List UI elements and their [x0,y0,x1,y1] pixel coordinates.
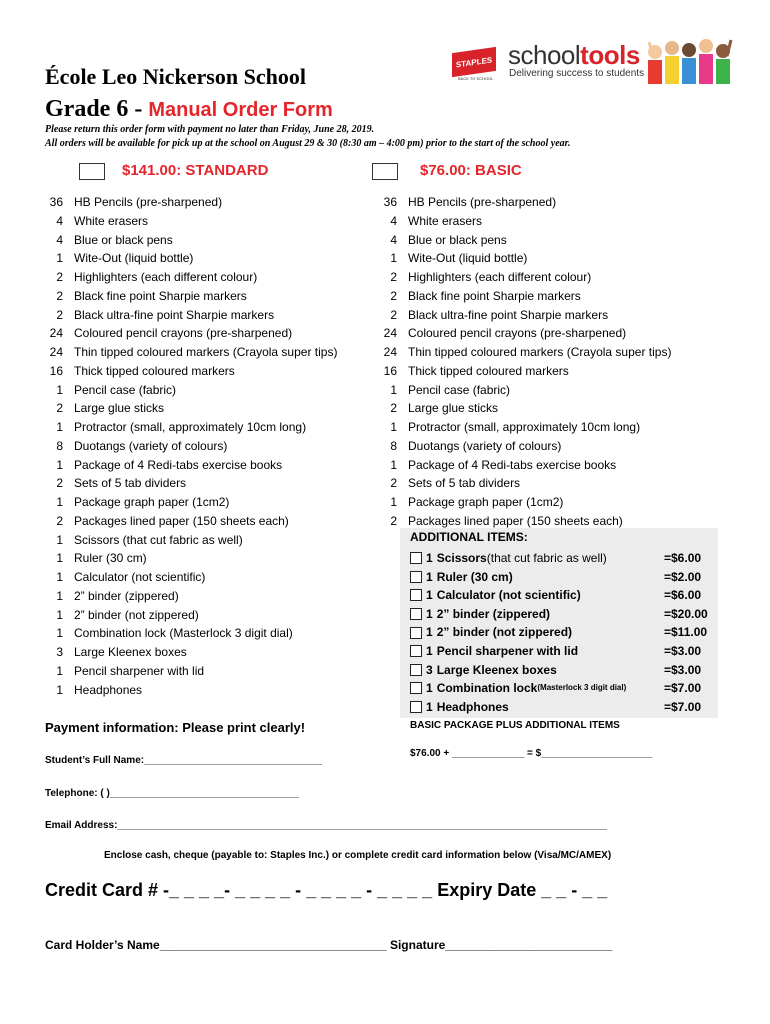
standard-item [45,606,337,625]
additional-item [410,605,626,624]
item-name: Thick tipped coloured markers [74,363,235,378]
basic-package-heading: $76.00: BASIC [420,162,522,179]
item-name: Highlighters (each different colour) [408,270,592,284]
item-quantity: 24 [383,326,397,341]
additional-item [410,661,626,680]
item-quantity: 8 [56,438,63,453]
item-quantity: 24 [49,345,63,359]
standard-item [45,362,337,381]
standard-item [45,493,337,512]
additional-item [410,642,626,661]
item-quantity: 2 [56,270,63,284]
item-quantity: 1 [56,588,63,603]
item-name: Wite-Out (liquid bottle) [74,251,194,266]
item-quantity: 1 [56,682,63,697]
item-name: Combination lock (Masterlock 3 digit dial) [74,626,293,641]
additional-item-checkbox[interactable] [410,589,422,601]
item-quantity: 2 [56,288,63,303]
standard-item [45,381,337,400]
basic-item [379,249,671,268]
item-quantity: 16 [49,363,63,378]
logo-word-school: school [508,40,581,70]
basic-item [379,231,671,250]
standard-item [45,549,337,568]
item-quantity: 3 [426,662,433,677]
item-name: Blue or black pens [408,232,507,247]
item-name: Coloured pencil crayons (pre-sharpened) [408,326,627,341]
basic-item [379,474,671,493]
basic-package-checkbox[interactable] [372,163,398,180]
basic-item [379,381,671,400]
item-name: Package graph paper (1cm2) [74,495,230,509]
item-quantity: 2 [390,401,397,416]
staples-logo-text: STAPLES [455,54,493,70]
item-quantity: 2 [390,476,397,491]
standard-item [45,212,337,231]
item-name: Black fine point Sharpie markers [74,288,247,303]
item-quantity: 1 [56,495,63,509]
item-name: Black ultra-fine point Sharpie markers [74,307,275,322]
standard-item [45,681,337,700]
standard-item [45,456,337,475]
standard-package-heading: $141.00: STANDARD [122,162,269,179]
item-note: (Masterlock 3 digit dial) [537,683,627,693]
item-name: Packages lined paper (150 sheets each) [74,513,289,528]
basic-item [379,418,671,437]
item-quantity: 1 [426,551,433,565]
item-quantity: 36 [49,195,63,209]
additional-item-checkbox[interactable] [410,645,422,657]
logo-word-ls: ls [619,40,640,70]
item-name: Pencil sharpener with lid [436,643,579,658]
item-name: Package of 4 Redi-tabs exercise books [74,457,283,472]
item-name: HB Pencils (pre-sharpened) [74,195,223,209]
item-quantity: 24 [49,326,63,341]
item-quantity: 4 [390,232,397,247]
item-quantity: 1 [426,588,433,603]
item-quantity: 1 [390,251,397,266]
item-name: Highlighters (each different colour) [74,270,258,284]
item-quantity: 1 [56,457,63,472]
item-quantity: 2 [390,513,397,528]
item-quantity: 1 [426,625,433,640]
item-quantity: 8 [390,438,397,453]
basic-item [379,306,671,325]
basic-item [379,493,671,512]
additional-item-checkbox[interactable] [410,682,422,694]
item-name: Large glue sticks [74,401,165,416]
standard-item [45,587,337,606]
item-quantity: 24 [383,345,397,359]
credit-card-field[interactable]: Credit Card # -_ _ _ _- _ _ _ _ - _ _ _ _ - _ _ _ _ Expiry Date _ _ - _ _ [45,880,608,900]
additional-items-list [410,549,626,716]
standard-item [45,231,337,250]
item-quantity: 2 [56,401,63,416]
additional-item-checkbox[interactable] [410,608,422,620]
item-name: Combination lock [436,681,538,696]
basic-item [379,456,671,475]
staples-logo [452,47,496,77]
item-name: Ruler (30 cm) [436,569,513,584]
basic-plus-label: BASIC PACKAGE PLUS ADDITIONAL ITEMS [410,720,620,731]
item-name: Pencil sharpener with lid [74,663,205,678]
item-quantity: 4 [56,232,63,247]
item-name: Black ultra-fine point Sharpie markers [408,307,609,322]
item-quantity: 1 [56,663,63,678]
additional-items-title: ADDITIONAL ITEMS: [410,530,528,544]
standard-item [45,662,337,681]
item-quantity: 2 [56,307,63,322]
standard-item [45,568,337,587]
additional-item [410,623,626,642]
item-quantity: 1 [390,457,397,472]
item-name: Duotangs (variety of colours) [408,438,562,453]
pickup-notice: All orders will be available for pick up at the school on August 29 & 30 (8:30 am – 4:00 pm) prior to the start of the school year. [45,138,571,149]
additional-item [410,698,626,717]
item-quantity: 36 [383,195,397,209]
standard-item [45,193,337,212]
standard-item [45,306,337,325]
item-name: Packages lined paper (150 sheets each) [408,513,623,528]
total-formula-field[interactable]: $76.00 + _____________ = $____________________ [410,748,653,759]
item-name: Thin tipped coloured markers (Crayola super tips) [408,345,672,359]
basic-item [379,193,671,212]
additional-items-prices [664,549,708,716]
student-name-field[interactable]: Student’s Full Name:________________________________ [45,755,323,766]
basic-item [379,362,671,381]
standard-item [45,512,337,531]
standard-item [45,531,337,550]
logo-word-to: to [580,40,604,70]
additional-item [410,586,626,605]
standard-package-checkbox[interactable] [79,163,105,180]
basic-item [379,287,671,306]
school-name: École Leo Nickerson School [45,64,306,89]
item-name: 2” binder (zippered) [436,606,551,621]
staples-logo-subtext: BACK TO SCHOOL [458,76,494,81]
additional-item [410,568,626,587]
item-name: Ruler (30 cm) [74,551,147,566]
item-quantity: 1 [56,551,63,566]
item-name: Pencil case (fabric) [408,382,511,397]
additional-item-price: =$7.00 [664,699,702,714]
basic-item [379,268,671,287]
item-quantity: 1 [426,569,433,584]
item-quantity: 1 [426,699,433,714]
additional-item-price: =$2.00 [664,569,702,584]
basic-item [379,437,671,456]
item-name: Duotangs (variety of colours) [74,438,228,453]
item-quantity: 2 [390,288,397,303]
item-quantity: 2 [56,513,63,528]
item-quantity: 1 [56,532,63,547]
additional-item-price: =$7.00 [664,681,702,696]
item-name: Thick tipped coloured markers [408,363,569,378]
item-name: Sets of 5 tab dividers [408,476,521,491]
item-quantity: 1 [390,420,397,434]
item-name: Large Kleenex boxes [74,645,187,659]
additional-item-checkbox[interactable] [410,627,422,639]
basic-item [379,212,671,231]
additional-item-price: =$3.00 [664,662,702,677]
schooltools-logo [508,40,640,71]
item-name: Wite-Out (liquid bottle) [408,251,528,266]
item-name: Thin tipped coloured markers (Crayola super tips) [74,345,338,359]
item-name: 2” binder (zippered) [74,588,179,603]
item-quantity: 1 [56,626,63,641]
students-photo-icon [645,36,735,84]
return-notice: Please return this order form with payment no later than Friday, June 28, 2019. [45,124,375,135]
payment-instructions: Enclose cash, cheque (payable to: Staples Inc.) or complete credit card information below (Visa/MC/AMEX) [104,850,612,861]
item-name: Protractor (small, approximately 10cm long) [74,420,307,434]
standard-item [45,324,337,343]
additional-item [410,549,626,568]
item-name: HB Pencils (pre-sharpened) [408,195,557,209]
standard-item [45,249,337,268]
additional-item-price: =$6.00 [664,588,702,603]
grade-label: Grade 6 - [45,96,149,122]
basic-item [379,324,671,343]
item-name: Scissors [436,551,487,565]
item-name: Black fine point Sharpie markers [408,288,581,303]
standard-item [45,418,337,437]
form-title [45,96,333,123]
item-quantity: 1 [56,570,63,584]
item-quantity: 1 [426,643,433,658]
item-quantity: 1 [426,606,433,621]
standard-item [45,474,337,493]
item-quantity: 1 [56,382,63,397]
telephone-field[interactable]: Telephone: ( )__________________________________ [45,788,299,799]
item-name: Headphones [74,682,143,697]
standard-item [45,343,337,362]
item-name: Large Kleenex boxes [436,662,557,677]
item-name: Headphones [436,699,509,714]
logo-tagline: Delivering success to students [509,68,645,79]
standard-item [45,624,337,643]
item-quantity: 1 [56,607,63,622]
item-name: Calculator (not scientific) [74,570,206,584]
item-name: Package graph paper (1cm2) [408,495,564,509]
item-quantity: 1 [56,420,63,434]
email-field[interactable]: Email Address:________________________________________________________________________________________ [45,820,607,831]
logo-o-icon: o [603,40,620,70]
standard-item [45,399,337,418]
item-note: (that cut fabric as well) [486,551,607,565]
standard-item [45,643,337,662]
item-quantity: 2 [390,307,397,322]
item-name: Sets of 5 tab dividers [74,476,187,491]
additional-item-price: =$3.00 [664,643,702,658]
item-name: Protractor (small, approximately 10cm long) [408,420,641,434]
standard-item [45,268,337,287]
item-quantity: 1 [390,495,397,509]
additional-item-checkbox[interactable] [410,552,422,564]
form-title-red: Manual Order Form [148,99,333,121]
item-name: Coloured pencil crayons (pre-sharpened) [74,326,293,341]
item-name: Package of 4 Redi-tabs exercise books [408,457,617,472]
item-quantity: 4 [390,213,397,228]
item-name: Scissors (that cut fabric as well) [74,532,243,547]
item-name: 2” binder (not zippered) [436,625,573,640]
item-name: Calculator (not scientific) [436,588,581,603]
additional-item-price: =$11.00 [664,625,708,640]
item-quantity: 4 [56,213,63,228]
item-quantity: 2 [56,476,63,491]
additional-item-price: =$6.00 [664,551,702,565]
item-quantity: 16 [383,363,397,378]
item-name: White erasers [408,213,483,228]
item-quantity: 1 [56,251,63,266]
item-quantity: 3 [56,645,63,659]
item-name: Large glue sticks [408,401,499,416]
item-name: Pencil case (fabric) [74,382,177,397]
payment-heading: Payment information: Please print clearly! [45,720,306,735]
item-quantity: 1 [390,382,397,397]
item-name: White erasers [74,213,149,228]
item-quantity: 2 [390,270,397,284]
additional-item [410,679,626,698]
basic-item [379,343,671,362]
card-holder-signature-field[interactable]: Card Holder’s Name__________________________________ Signature_________________________ [45,938,613,952]
item-name: 2” binder (not zippered) [74,607,199,622]
standard-item [45,287,337,306]
basic-item [379,399,671,418]
additional-item-checkbox[interactable] [410,664,422,676]
standard-item-list [45,193,337,699]
item-quantity: 1 [426,681,433,696]
additional-item-checkbox[interactable] [410,571,422,583]
basic-item-list [379,193,671,531]
item-name: Blue or black pens [74,232,173,247]
additional-item-checkbox[interactable] [410,701,422,713]
additional-item-price: =$20.00 [664,606,708,621]
standard-item [45,437,337,456]
